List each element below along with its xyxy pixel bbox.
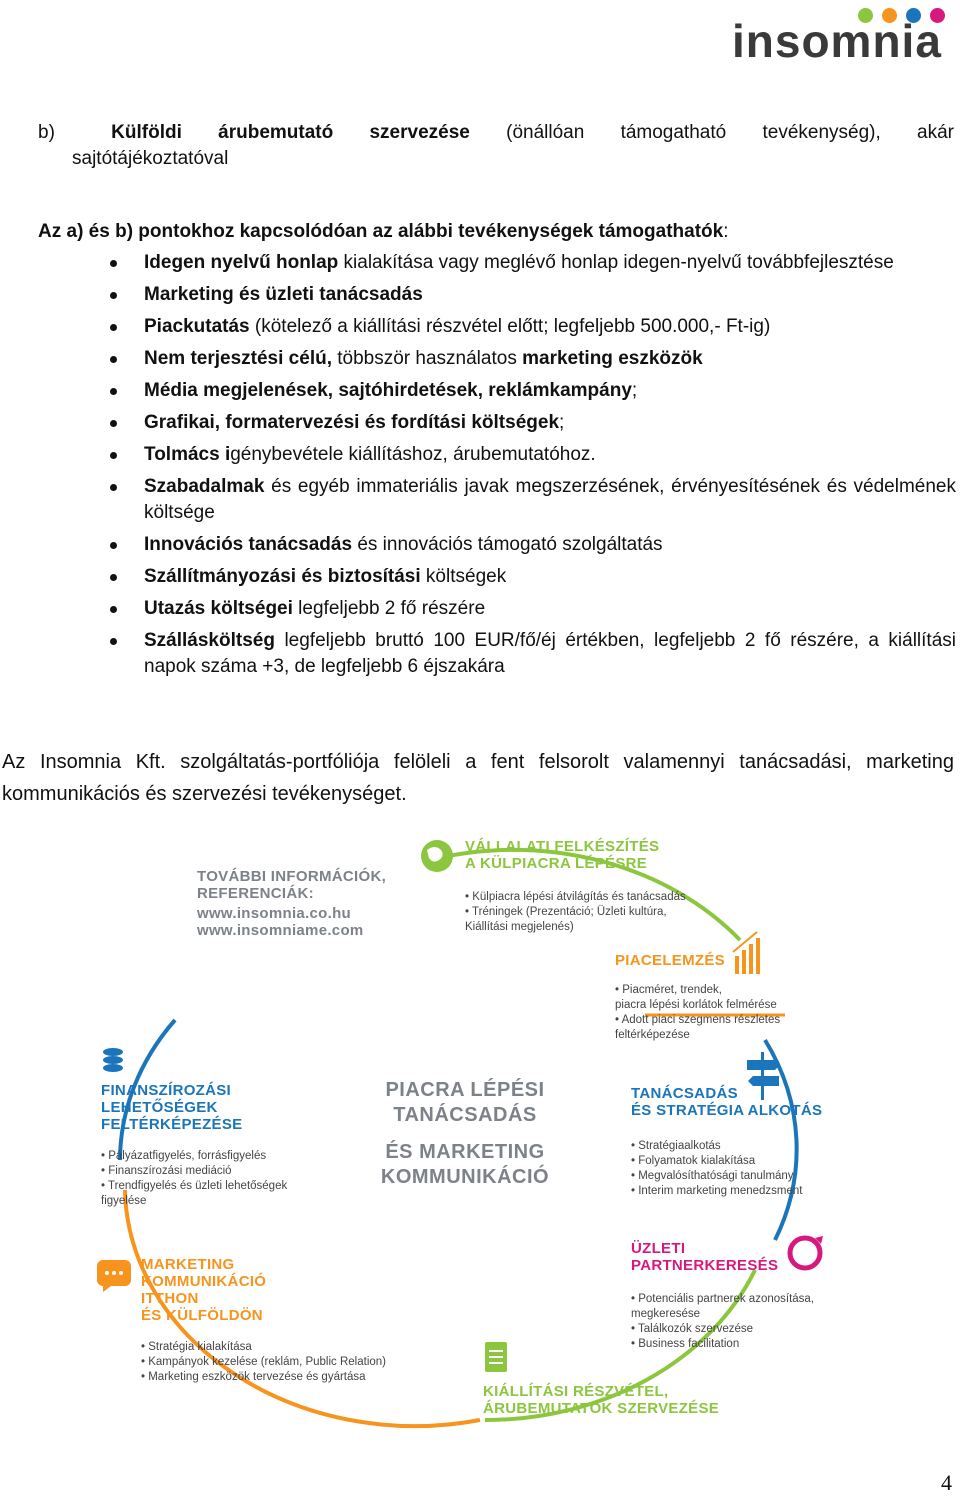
- uzleti-item: • Találkozók szervezése: [631, 1323, 754, 1335]
- tanacsadas-items: [631, 1139, 871, 1199]
- marketing-items: [141, 1340, 421, 1385]
- list-item-bold: Szállítmányozási és biztosítási: [144, 566, 421, 587]
- finanszirozasi-block: [101, 1082, 331, 1209]
- section-b-marker: b): [38, 122, 55, 143]
- tanacsadas-item: • Interim marketing menedzsment: [631, 1185, 803, 1197]
- list-item-bold: Média megjelenések, sajtóhirdetések, reklámkampány: [144, 380, 632, 401]
- activity-list: [108, 250, 956, 686]
- section-b-line1: [38, 120, 954, 146]
- marketing-title-line: ÉS KÜLFÖLDÖN: [141, 1307, 263, 1324]
- section-b-word: (önállóan: [506, 122, 585, 143]
- marketing-block: [141, 1256, 421, 1385]
- tanacsadas-item: • Stratégiaalkotás: [631, 1140, 721, 1152]
- list-item-text: génybevétele kiállításhoz, árubemutatóhoz.: [230, 444, 596, 465]
- vallalati-items: [465, 890, 785, 935]
- vallalati-item: • Tréningek (Prezentáció; Üzleti kultúra,: [465, 906, 667, 918]
- tanacsadas-title-line: ÉS STRATÉGIA ALKOTÁS: [631, 1102, 823, 1119]
- list-item-bold: marketing eszközök: [522, 348, 703, 369]
- center-title-line: ÉS MARKETING: [385, 1141, 545, 1163]
- marketing-title-line: ITTHON: [141, 1290, 199, 1307]
- list-item: [108, 282, 956, 308]
- vallalati-item: • Külpiacra lépési átvilágítás és tanácsadás: [465, 891, 686, 903]
- list-item-text: (kötelező a kiállítási részvétel előtt; legfeljebb 500.000,- Ft-ig): [249, 316, 771, 337]
- kiallitasi-title-line: ÁRUBEMUTATÓK SZERVEZÉSE: [483, 1400, 720, 1417]
- list-item: [108, 596, 956, 622]
- list-item-bold: Grafikai, formatervezési és fordítási költségek: [144, 412, 560, 433]
- marketing-title-line: KOMMUNIKÁCIÓ: [141, 1273, 267, 1290]
- list-item-text: legfeljebb bruttó 100 EUR/fő/éj értékben, legfeljebb 2 fő részére, a kiállítási napok száma +3, de legfeljebb 6 éjszakára: [144, 630, 956, 677]
- vallalati-item: Kiállítási megjelenés): [465, 921, 574, 933]
- piacelemzes-item: • Piacméret, trendek,: [615, 984, 722, 996]
- closing-paragraph: Az Insomnia Kft. szolgáltatás-portfóliója felöleli a fent felsorolt valamennyi tanácsadási, marketing kommunikációs és szervezési tevékenységet.: [2, 751, 954, 805]
- uzleti-block: [631, 1240, 871, 1352]
- section-b-word: akár: [917, 122, 954, 143]
- piacelemzes-block: [615, 952, 855, 1043]
- list-item-bold: Szabadalmak: [144, 476, 265, 497]
- list-item-bold: Utazás költségei: [144, 598, 293, 619]
- finanszirozasi-title-line: FINANSZÍROZÁSI: [101, 1082, 232, 1099]
- vallalati-title-line: VÁLLALATI FELKÉSZÍTÉS: [465, 838, 660, 855]
- vallalati-title: [465, 838, 785, 872]
- section-b-word: Külföldi: [111, 122, 182, 143]
- piacelemzes-item: feltérképezése: [615, 1029, 690, 1041]
- intro-text: Az a) és b) pontokhoz kapcsolódóan az alábbi tevékenységek támogathatók: [38, 221, 724, 242]
- center-title-line: PIACRA LÉPÉSI: [385, 1079, 545, 1101]
- list-item-bold: Piackutatás: [144, 316, 250, 337]
- finanszirozasi-title-line: FELTÉRKÉPEZÉSE: [101, 1116, 243, 1133]
- list-item-text: kialakítása vagy meglévő honlap idegen-nyelvű továbbfejlesztése: [338, 252, 894, 273]
- list-item: [108, 442, 956, 468]
- list-item: [108, 532, 956, 558]
- list-item: [108, 628, 956, 680]
- list-item-text: és innovációs támogató szolgáltatás: [352, 534, 663, 555]
- list-item-bold: Tolmács i: [144, 444, 231, 465]
- marketing-title: [141, 1256, 421, 1324]
- finanszirozasi-item: • Trendfigyelés és üzleti lehetőségek: [101, 1180, 288, 1192]
- list-item-bold: Idegen nyelvű honlap: [144, 252, 339, 273]
- list-item: [108, 250, 956, 276]
- section-b-word: támogatható: [620, 122, 727, 143]
- center-title-line: KOMMUNIKÁCIÓ: [380, 1166, 550, 1188]
- section-b-word: árubemutató: [218, 122, 334, 143]
- info-block: [197, 868, 386, 939]
- info-link: www.insomnia.co.hu: [197, 905, 352, 922]
- speech-bubble-icon: [97, 1260, 131, 1292]
- marketing-title-line: MARKETING: [141, 1256, 235, 1273]
- piacelemzes-item: piacra lépési korlátok felmérése: [615, 999, 777, 1011]
- list-item: [108, 474, 956, 526]
- info-title: REFERENCIÁK:: [197, 885, 314, 902]
- finanszirozasi-item: • Pályázatfigyelés, forrásfigyelés: [101, 1150, 267, 1162]
- info-link: www.insomniame.com: [197, 922, 364, 939]
- vallalati-title-line: A KÜLPIACRA LÉPÉSRE: [465, 855, 648, 872]
- uzleti-item: • Business facilitation: [631, 1338, 740, 1350]
- uzleti-title-line: ÜZLETI: [631, 1240, 686, 1257]
- list-item: [108, 346, 956, 372]
- list-item-text: költségek: [420, 566, 507, 587]
- kiallitasi-block: [483, 1383, 719, 1417]
- insomnia-logo: [730, 2, 952, 67]
- finanszirozasi-item: • Finanszírozási mediáció: [101, 1165, 232, 1177]
- list-item-text: ;: [559, 412, 565, 433]
- logo-text: insomnia: [732, 15, 942, 67]
- list-item: [108, 564, 956, 590]
- kiallitasi-title-line: KIÁLLÍTÁSI RÉSZVÉTEL,: [483, 1383, 669, 1400]
- piacelemzes-item: • Adott piaci szegmens részletes: [615, 1014, 781, 1026]
- finanszirozasi-items: [101, 1149, 331, 1209]
- finanszirozasi-title-line: LEHETŐSÉGEK: [101, 1099, 218, 1116]
- list-item-text: többször használatos: [331, 348, 523, 369]
- intro-paragraph: [38, 219, 954, 245]
- piacelemzes-title: PIACELEMZÉS: [615, 952, 725, 969]
- piacelemzes-items: [615, 983, 855, 1043]
- center-title: [350, 1078, 580, 1190]
- uzleti-items: [631, 1292, 871, 1352]
- section-b-word: szervezése: [369, 122, 470, 143]
- marketing-item: • Kampányok kezelése (reklám, Public Relation): [141, 1356, 386, 1368]
- list-item-text: ;: [631, 380, 638, 401]
- finanszirozasi-title: [101, 1082, 331, 1133]
- section-b-word: tevékenység),: [762, 122, 881, 143]
- service-infographic: [85, 820, 875, 1440]
- checklist-icon: [485, 1342, 507, 1372]
- intro-colon: :: [723, 221, 729, 242]
- page-number: 4: [941, 1470, 952, 1495]
- info-title: TOVÁBBI INFORMÁCIÓK,: [197, 868, 387, 885]
- tanacsadas-block: [631, 1085, 871, 1199]
- tanacsadas-title-line: TANÁCSADÁS: [631, 1085, 738, 1102]
- list-item-bold: Innovációs tanácsadás: [144, 534, 353, 555]
- uzleti-title-line: PARTNERKERESÉS: [631, 1257, 779, 1274]
- marketing-item: • Stratégia kialakítása: [141, 1341, 252, 1353]
- finanszirozasi-item: figyelése: [101, 1195, 147, 1207]
- section-b-heading: [38, 120, 954, 172]
- list-item: [108, 410, 956, 436]
- tanacsadas-item: • Megvalósíthatósági tanulmány: [631, 1170, 794, 1182]
- coin-stack-icon: [103, 1048, 123, 1072]
- marketing-item: • Marketing eszközök tervezése és gyártása: [141, 1371, 366, 1383]
- list-item-bold: Szállásköltség: [144, 630, 275, 651]
- list-item: [108, 314, 956, 340]
- vallalati-block: [465, 838, 785, 935]
- list-item: [108, 378, 956, 404]
- tanacsadas-item: • Folyamatok kialakítása: [631, 1155, 756, 1167]
- uzleti-item: • Potenciális partnerek azonosítása,: [631, 1293, 815, 1305]
- uzleti-item: megkeresése: [631, 1308, 701, 1320]
- list-item-bold: Marketing és üzleti tanácsadás: [144, 284, 423, 305]
- tanacsadas-title: [631, 1085, 871, 1119]
- list-item-text: legfeljebb 2 fő részére: [292, 598, 486, 619]
- center-title-line: TANÁCSADÁS: [393, 1104, 537, 1126]
- uzleti-title: [631, 1240, 871, 1274]
- list-item-bold: Nem terjesztési célú,: [144, 348, 332, 369]
- section-b-line2: sajtótájékoztatóval: [72, 148, 229, 169]
- list-item-text: és egyéb immateriális javak megszerzésének, érvényesítésének és védelmének költsége: [144, 476, 956, 523]
